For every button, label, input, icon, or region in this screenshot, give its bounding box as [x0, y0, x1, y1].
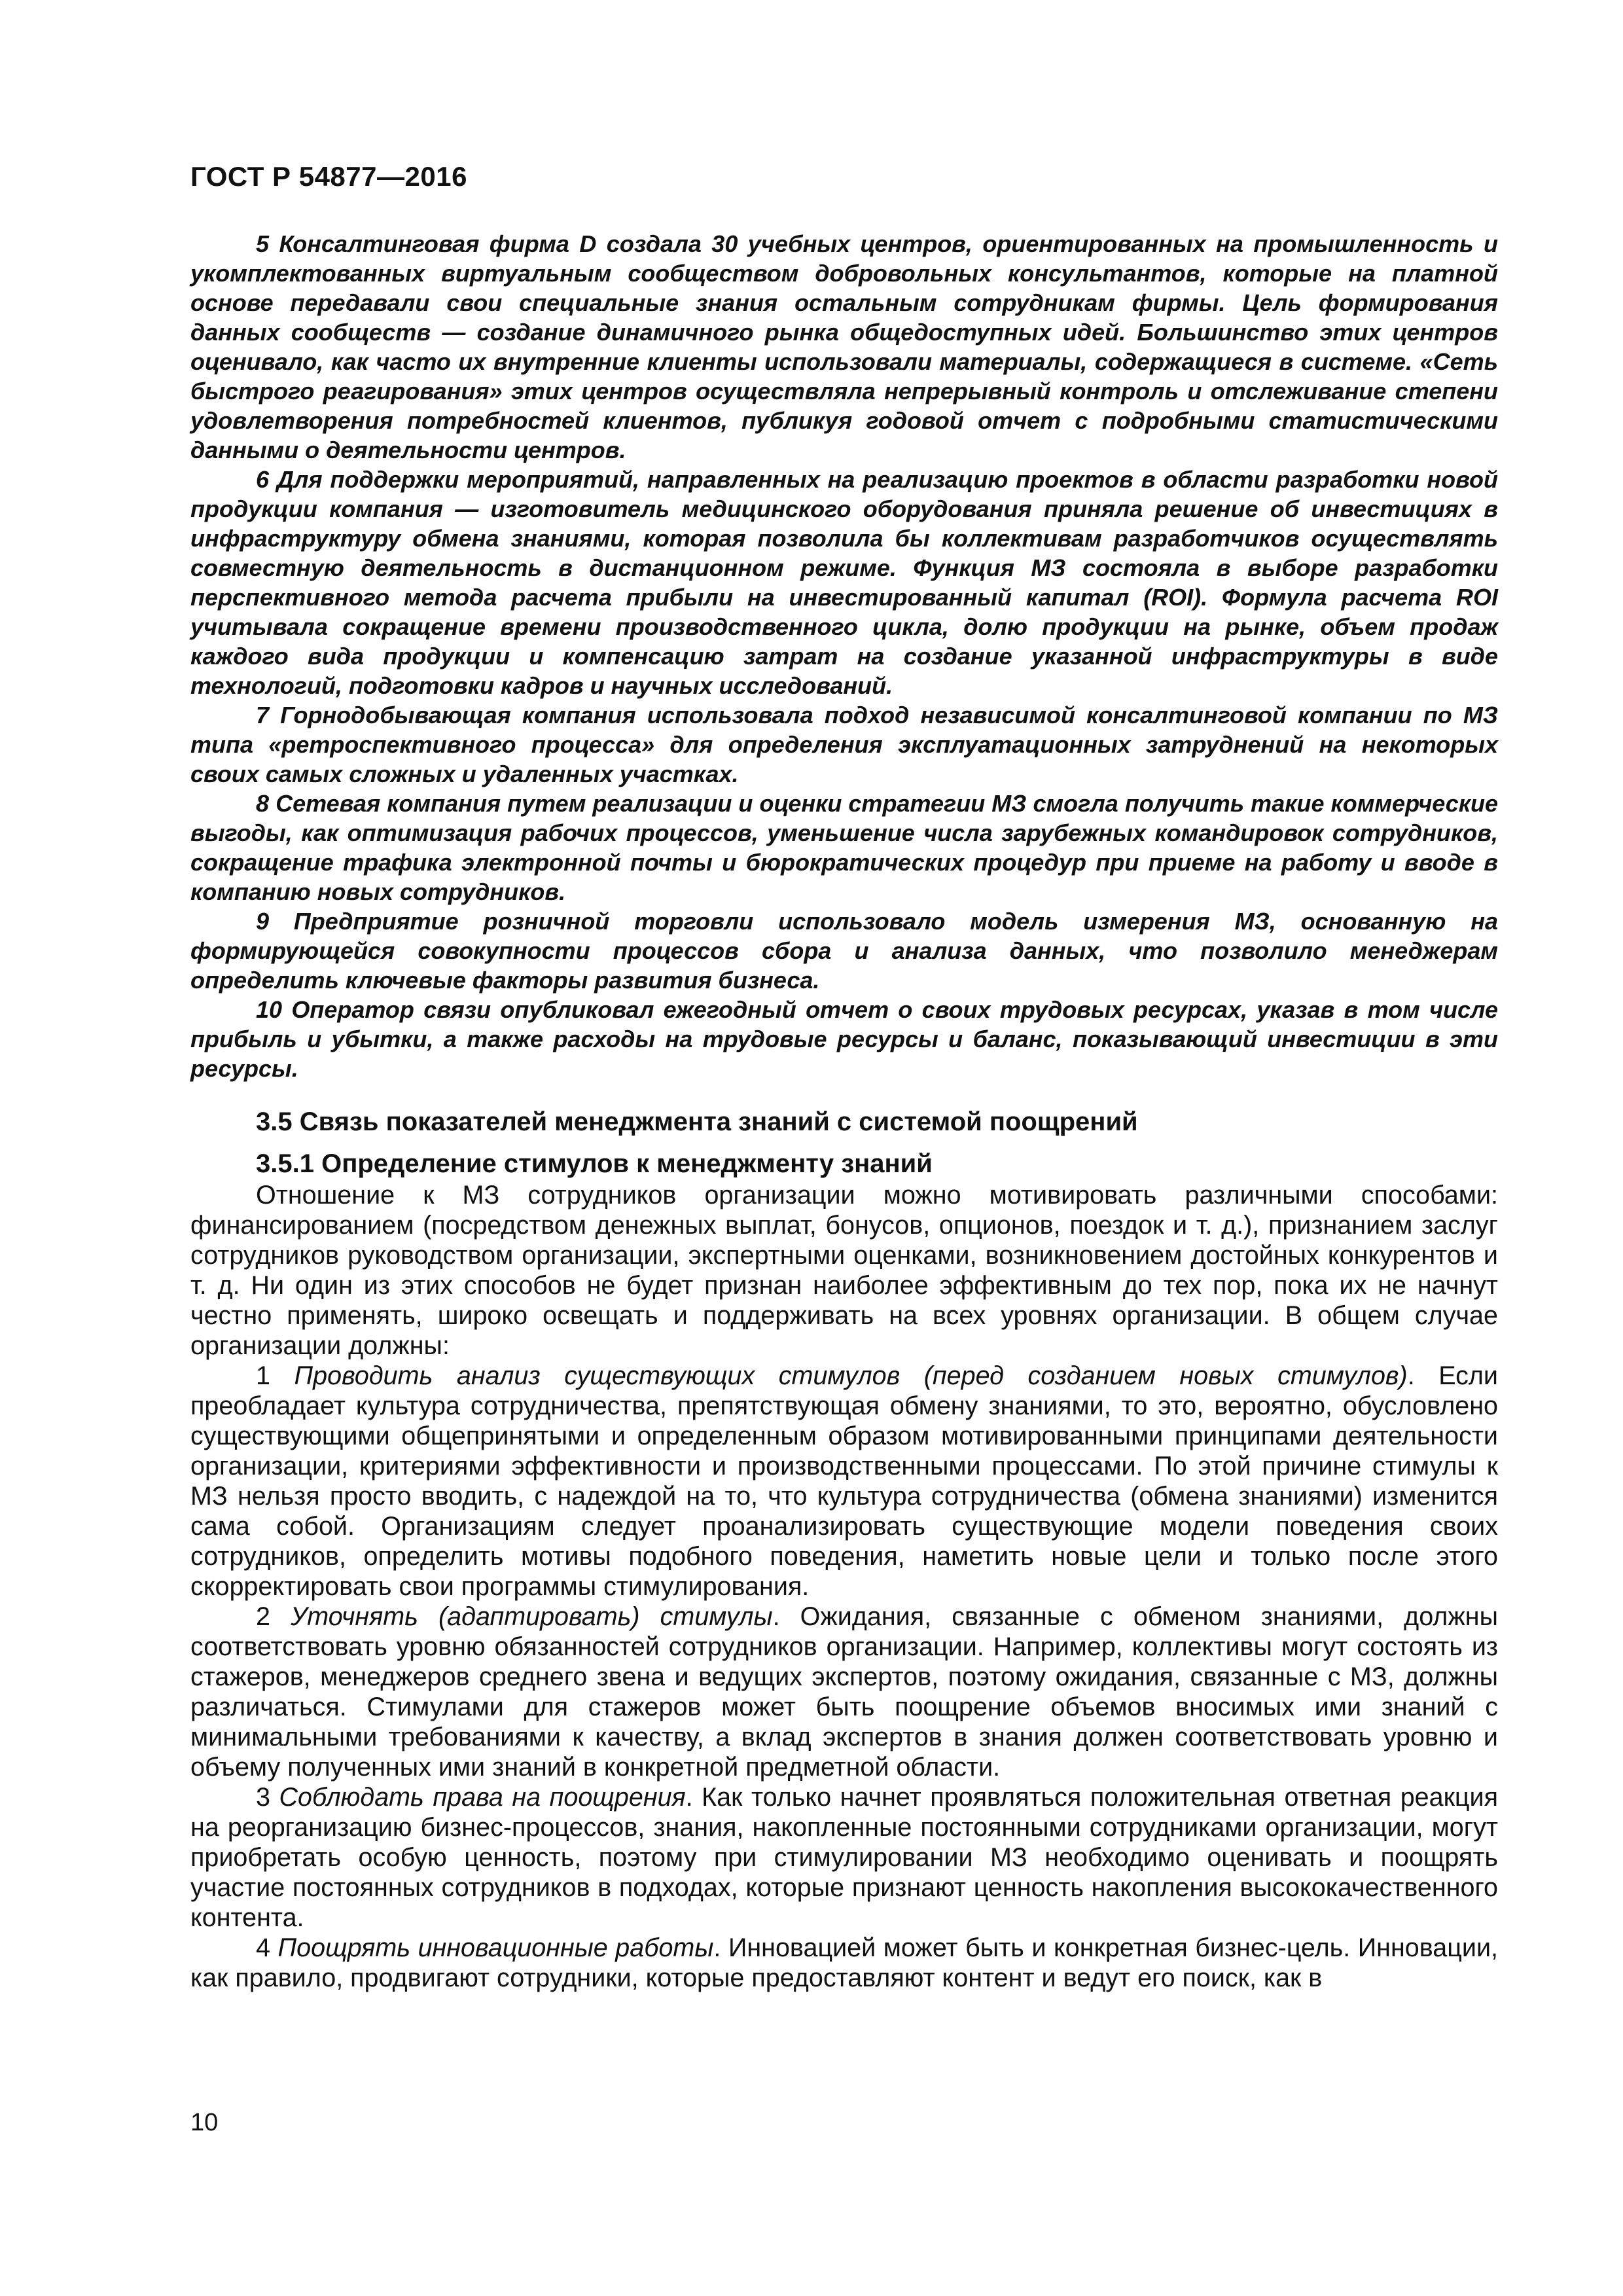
note-paragraph: 10 Оператор связи опубликовал ежегодный отчет о своих трудовых ресурсах, указав в том числе прибыль и убытки, а также расходы на трудовые ресурсы и баланс, показывающий инвестиции в эти ресурсы. [190, 996, 1498, 1082]
item-number: 1 [256, 1361, 270, 1390]
item-lead: Соблюдать права на поощрения [279, 1783, 686, 1812]
list-item [190, 1933, 1498, 1993]
item-lead: Уточнять (адаптировать) стимулы [291, 1602, 773, 1631]
item-text: . Если преобладает культура сотрудничества, препятствующая обмену знаниями, то это, вероятно, обусловлено существующими общепринятыми и определенным образом мотивированными принципами деятельности организации, критериями эффективности и производственными процессами. По этой причине стимулы к МЗ нельзя просто вводить, с надеждой на то, что культура сотрудничества (обмена знаниями) изменится сама собой. Организациям следует проанализировать существующие модели поведения своих сотрудников, определить мотивы подобного поведения, наметить новые цели и только после этого скорректировать свои программы стимулирования. [190, 1361, 1498, 1601]
list-item [190, 1361, 1498, 1602]
item-number: 3 [256, 1783, 270, 1812]
list-item [190, 1782, 1498, 1933]
document-code-header: ГОСТ Р 54877—2016 [190, 161, 467, 192]
section-heading: 3.5 Связь показателей менеджмента знаний с системой поощрений [256, 1107, 1138, 1136]
subsection-heading: 3.5.1 Определение стимулов к менеджменту знаний [256, 1149, 933, 1178]
note-paragraph: 7 Горнодобывающая компания использовала подход независимой консалтинговой компании по МЗ типа «ретроспективного процесса» для определения эксплуатационных затруднений на некоторых своих самых сложных и удаленных участках. [190, 702, 1498, 787]
note-paragraph: 6 Для поддержки мероприятий, направленных на реализацию проектов в области разработки новой продукции компания — изготовитель медицинского оборудования приняла решение об инвестициях в инфраструктуру обмена знаниями, которая позволила бы коллективам разработчиков осуществлять совместную деятельность в дистанционном режиме. Функция МЗ состояла в выборе разработки перспективного метода расчета прибыли на инвестированный капитал (ROI). Формула расчета ROI учитывала сокращение времени производственного цикла, долю продукции на рынке, объем продаж каждого вида продукции и компенсацию затрат на создание указанной инфраструктуры в виде технологий, подготовки кадров и научных исследований. [190, 466, 1498, 699]
item-lead: Проводить анализ существующих стимулов (перед созданием новых стимулов) [294, 1361, 1408, 1390]
note-paragraph: 9 Предприятие розничной торговли использовало модель измерения МЗ, основанную на формирующейся совокупности процессов сбора и анализа данных, что позволило менеджерам определить ключевые факторы развития бизнеса. [190, 908, 1498, 994]
section-body [190, 1180, 1498, 1993]
intro-paragraph: Отношение к МЗ сотрудников организации можно мотивировать различными способами: финансированием (посредством денежных выплат, бонусов, опционов, поездок и т. д.), признанием заслуг сотрудников руководством организации, экспертными оценками, возникновением достойных конкурентов и т. д. Ни один из этих способов не будет признан наиболее эффективным до тех пор, пока их не начнут честно применять, широко освещать и поддерживать на всех уровнях организации. В общем случае организации должны: [190, 1181, 1498, 1360]
item-text: . Ожидания, связанные с обменом знаниями, должны соответствовать уровню обязанностей сотрудников организации. Например, коллективы могут состоять из стажеров, менеджеров среднего звена и ведущих экспертов, поэтому ожидания, связанные с МЗ, должны различаться. Стимулами для стажеров может быть поощрение объемов вносимых ими знаний с минимальными требованиями к качеству, а вклад экспертов в знания должен соответствовать уровню и объему полученных ими знаний в конкретной предметной области. [190, 1602, 1498, 1782]
list-item [190, 1602, 1498, 1782]
page-number: 10 [190, 2109, 219, 2136]
page-content [190, 229, 1498, 1993]
item-text: . Инновацией может быть и конкретная бизнес-цель. Инновации, как правило, продвигают сотрудники, которые предоставляют контент и ведут его поиск, как в [190, 1933, 1498, 1992]
item-number: 4 [256, 1933, 270, 1962]
item-text: . Как только начнет проявляться положительная ответная реакция на реорганизацию бизнес-процессов, знания, накопленные постоянными сотрудниками организации, могут приобретать особую ценность, поэтому при стимулировании МЗ необходимо оценивать и поощрять участие постоянных сотрудников в подходах, которые признают ценность накопления высококачественного контента. [190, 1783, 1498, 1932]
note-paragraph: 5 Консалтинговая фирма D создала 30 учебных центров, ориентированных на промышленность и укомплектованных виртуальным сообществом добровольных консультантов, которые на платной основе передавали свои специальные знания остальным сотрудникам фирмы. Цель формирования данных сообществ — создание динамичного рынка общедоступных идей. Большинство этих центров оценивало, как часто их внутренние клиенты использовали материалы, содержащиеся в системе. «Сеть быстрого реагирования» этих центров осуществляла непрерывный контроль и отслеживание степени удовлетворения потребностей клиентов, публикуя годовой отчет с подробными статистическими данными о деятельности центров. [190, 230, 1498, 463]
item-lead: Поощрять инновационные работы [277, 1933, 714, 1962]
note-paragraph: 8 Сетевая компания путем реализации и оценки стратегии МЗ смогла получить такие коммерческие выгоды, как оптимизация рабочих процессов, уменьшение числа зарубежных командировок сотрудников, сокращение трафика электронной почты и бюрократических процедур при приеме на работу и вводе в компанию новых сотрудников. [190, 790, 1498, 905]
examples-notes [190, 229, 1498, 1083]
item-number: 2 [256, 1602, 270, 1631]
